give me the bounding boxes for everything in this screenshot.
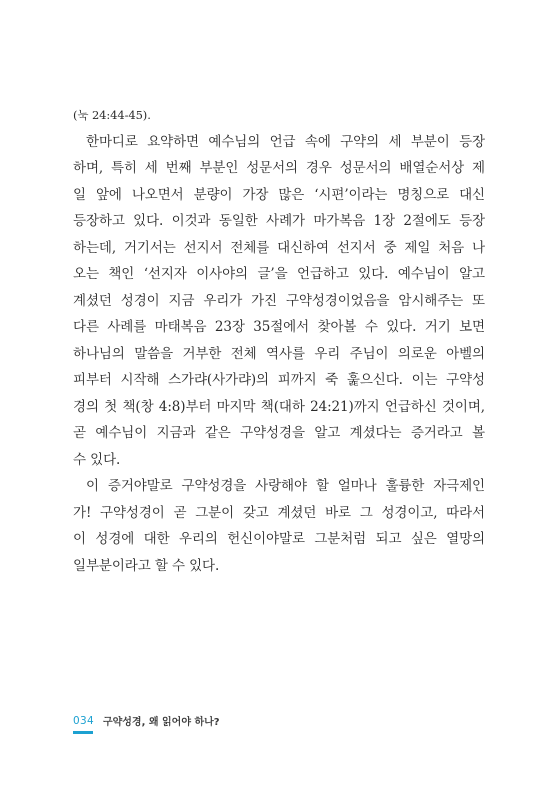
text-line-citation: (눅 24:44-45).	[73, 108, 151, 122]
text-line-paragraph-1-start: 한마디로 요약하면 예수님의 언급 속에 구약의 세 부분이 등장	[86, 133, 485, 150]
text-line: 경의 첫 책(창 4:8)부터 마지막 책(대하 24:21)까지 언급하신 것이며,	[73, 398, 485, 415]
text-line-paragraph-1-end: 수 있다.	[73, 451, 121, 468]
text-line: 계셨던 성경이 지금 우리가 가진 구약성경이었음을 암시해주는 또	[73, 292, 485, 309]
page-footer	[73, 713, 220, 728]
text-line: 오는 책인 ‘선지자 이사야의 글’을 언급하고 있다. 예수님이 알고	[73, 266, 485, 282]
text-line: 하며, 특히 세 번째 부분인 성문서의 경우 성문서의 배열순서상 제	[73, 160, 485, 176]
text-line: 곧 예수님이 지금과 같은 구약성경을 알고 계셨다는 증거라고 볼	[73, 425, 485, 441]
text-line: 등장하고 있다. 이것과 동일한 사례가 마가복음 1장 2절에도 등장	[73, 213, 485, 229]
running-title: 구약성경, 왜 읽어야 하나?	[102, 717, 220, 728]
text-line: 피부터 시작해 스가랴(사가랴)의 피까지 죽 훑으신다. 이는 구약성	[73, 372, 485, 388]
text-line: 하나님의 말씀을 거부한 전체 역사를 우리 주님이 의로운 아벨의	[73, 345, 485, 362]
text-line-paragraph-2-start: 이 증거야말로 구약성경을 사랑해야 할 얼마나 훌륭한 자극제인	[86, 478, 485, 494]
text-line: 다른 사례를 마태복음 23장 35절에서 찾아볼 수 있다. 거기 보면	[73, 319, 485, 335]
text-line: 가! 구약성경이 곧 그분이 갖고 계셨던 바로 그 성경이고, 따라서	[73, 504, 485, 521]
footer-accent-rule	[73, 731, 93, 734]
text-line: 하는데, 거기서는 선지서 전체를 대신하여 선지서 중 제일 처음 나	[73, 239, 485, 256]
text-line: 이 성경에 대한 우리의 헌신이야말로 그분처럼 되고 싶은 열망의	[73, 531, 485, 547]
page-number: 034	[73, 714, 94, 727]
text-line-paragraph-2-end: 일부분이라고 할 수 있다.	[73, 557, 220, 574]
body-text	[73, 102, 485, 579]
text-line: 일 앞에 나오면서 분량이 가장 많은 ‘시편’이라는 명칭으로 대신	[73, 186, 485, 203]
